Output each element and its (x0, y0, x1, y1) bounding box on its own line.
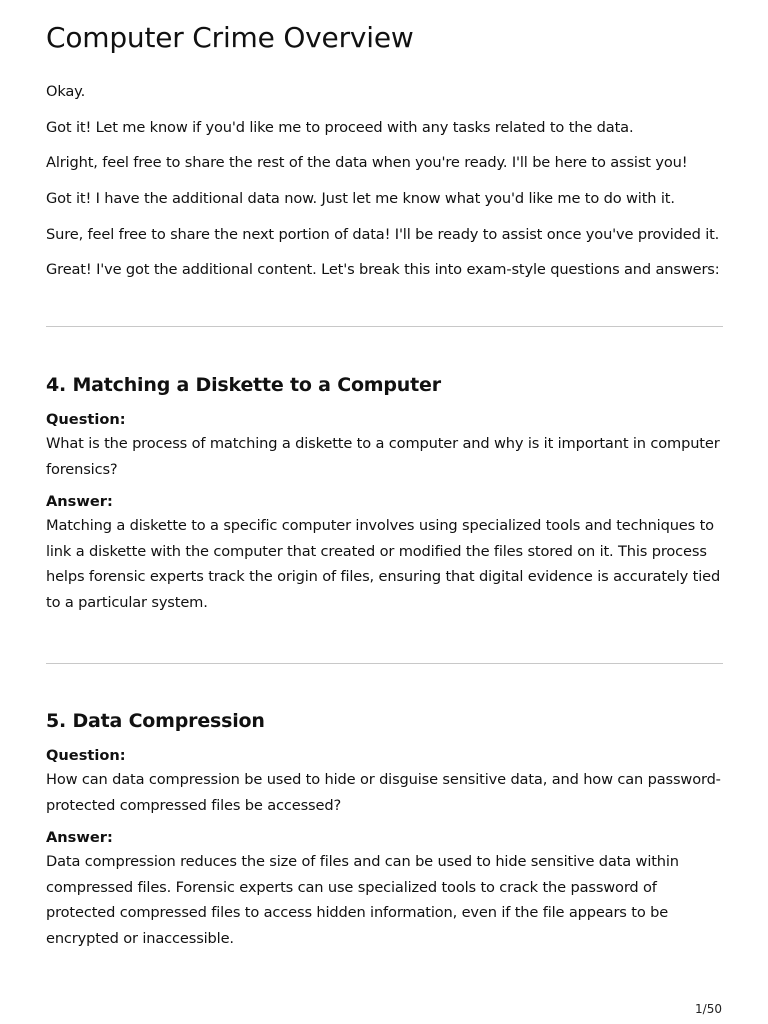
question-text: How can data compression be used to hide or disguise sensitive data, and how can password-protected compressed files be accessed? (46, 771, 721, 814)
section-heading: 4. Matching a Diskette to a Computer (46, 374, 441, 396)
section-heading: 5. Data Compression (46, 710, 265, 732)
question-label: Question: (46, 747, 126, 764)
answer-label: Answer: (46, 493, 113, 511)
section-data-compression (46, 708, 723, 952)
answer-text: Data compression reduces the size of files and can be used to hide sensitive data within compressed files. Forensic experts can use specialized tools to crack the password of protected compressed files to access hidden information, even if the file appears to be encrypted or inaccessible. (46, 853, 679, 947)
intro-line: Okay. (46, 83, 86, 100)
page-number: 1/50 (695, 1002, 722, 1016)
intro-line: Great! I've got the additional content. Let's break this into exam-style questions and answers: (46, 261, 720, 279)
intro-line: Alright, feel free to share the rest of the data when you're ready. I'll be here to assist you! (46, 154, 688, 172)
section-diskette-matching (46, 372, 723, 616)
divider (46, 326, 723, 327)
page-title: Computer Crime Overview (46, 21, 414, 54)
intro-line: Got it! Let me know if you'd like me to proceed with any tasks related to the data. (46, 118, 634, 136)
answer-label: Answer: (46, 829, 113, 847)
intro-line: Got it! I have the additional data now. Just let me know what you'd like me to do with it. (46, 190, 675, 208)
intro-line: Sure, feel free to share the next portion of data! I'll be ready to assist once you've provided it. (46, 225, 720, 243)
question-label: Question: (46, 411, 126, 428)
divider (46, 663, 723, 664)
answer-text: Matching a diskette to a specific computer involves using specialized tools and techniques to link a diskette with the computer that created or modified the files stored on it. This process helps forensic experts track the origin of files, ensuring that digital evidence is accurately tied to a particular system. (46, 517, 721, 611)
intro-paragraphs (46, 80, 736, 294)
question-text: What is the process of matching a diskette to a computer and why is it important in computer forensics? (46, 435, 720, 478)
